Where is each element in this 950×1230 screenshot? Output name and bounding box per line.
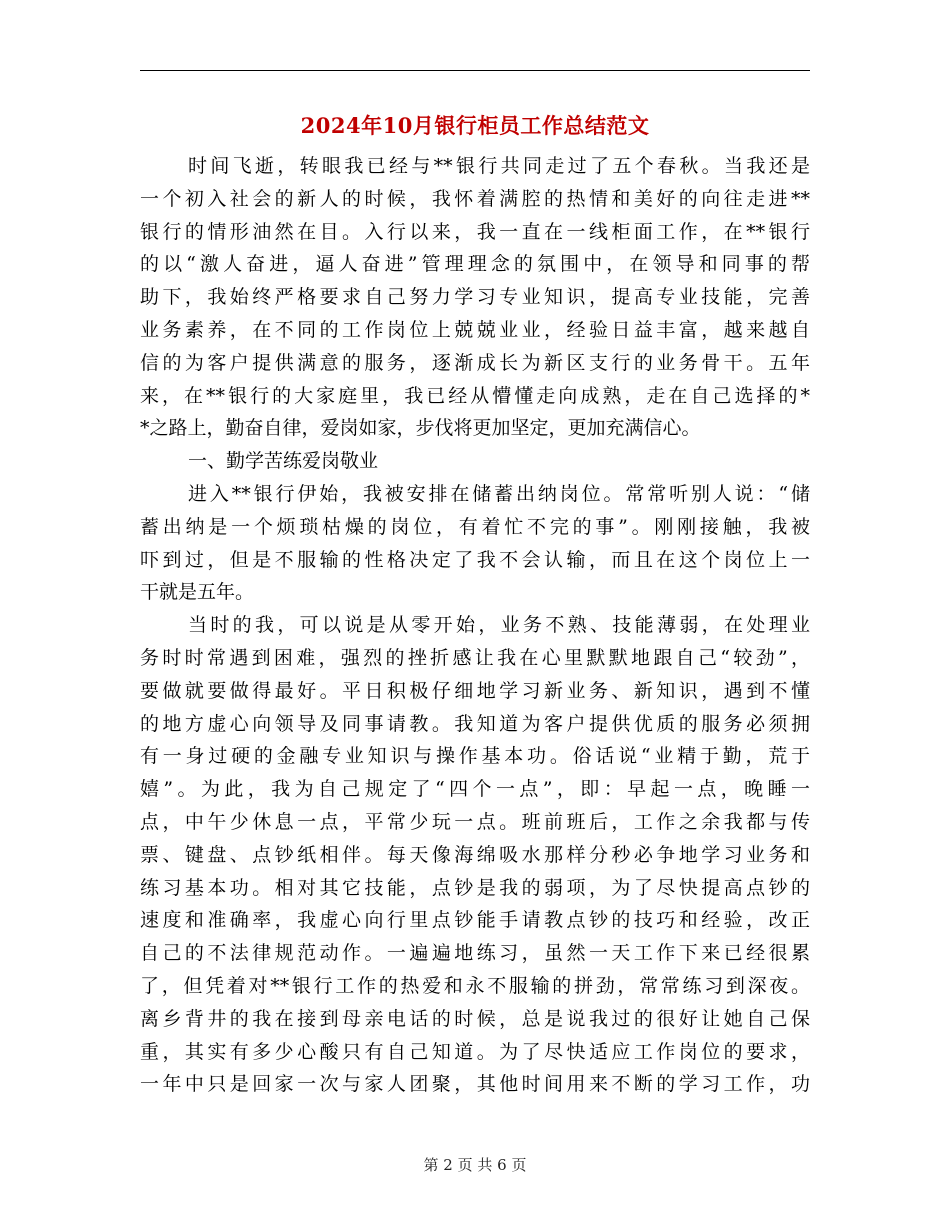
text-line: 票、键盘、点钞纸相伴。每天像海绵吸水那样分秒必争地学习业务和 [140, 843, 810, 866]
text-line: 要做就要做得最好。平日积极仔细地学习新业务、新知识，遇到不懂 [140, 679, 810, 702]
text-line: 一、勤学苦练爱岗敬业 [188, 450, 379, 473]
header-rule [140, 70, 810, 71]
text-line: *之路上，勤奋自律，爱岗如家，步伐将更加坚定，更加充满信心。 [140, 417, 701, 440]
text-line: 嬉”。为此，我为自己规定了“四个一点”，即：早起一点，晚睡一 [140, 778, 810, 801]
text-line: 离乡背井的我在接到母亲电话的时候，总是说我过的很好让她自己保 [140, 1007, 810, 1030]
text-line: 业务素养，在不同的工作岗位上兢兢业业，经验日益丰富，越来越自 [140, 318, 810, 341]
page-footer: 第 2 页 共 6 页 [423, 1156, 527, 1174]
text-line: 信的为客户提供满意的服务，逐渐成长为新区支行的业务骨干。五年 [140, 351, 810, 374]
text-line: 时间飞逝，转眼我已经与**银行共同走过了五个春秋。当我还是 [188, 155, 810, 177]
text-line: 练习基本功。相对其它技能，点钞是我的弱项，为了尽快提高点钞的 [140, 876, 810, 899]
text-line: 当时的我，可以说是从零开始，业务不熟、技能薄弱，在处理业 [188, 614, 810, 637]
text-line: 了，但凭着对**银行工作的热爱和永不服输的拼劲，常常练习到深夜。 [140, 974, 810, 997]
text-line: 助下，我始终严格要求自己努力学习专业知识，提高专业技能，完善 [140, 286, 810, 309]
text-line: 来，在**银行的大家庭里，我已经从懵懂走向成熟，走在自己选择的* [140, 384, 810, 407]
text-line: 吓到过，但是不服输的性格决定了我不会认输，而且在这个岗位上一 [140, 548, 810, 571]
body-text [140, 150, 810, 1101]
text-line: 的地方虚心向领导及同事请教。我知道为客户提供优质的服务必须拥 [140, 712, 810, 735]
text-line: 自己的不法律规范动作。一遍遍地练习，虽然一天工作下来已经很累 [140, 942, 810, 965]
text-line: 务时时常遇到困难，强烈的挫折感让我在心里默默地跟自己“较劲”， [140, 646, 810, 669]
text-line: 重，其实有多少心酸只有自己知道。为了尽快适应工作岗位的要求， [140, 1040, 810, 1063]
text-line: 点，中午少休息一点，平常少玩一点。班前班后，工作之余我都与传 [140, 810, 810, 833]
text-line: 一年中只是回家一次与家人团聚，其他时间用来不断的学习工作，功 [140, 1073, 810, 1096]
text-line: 有一身过硬的金融专业知识与操作基本功。俗话说“业精于勤，荒于 [140, 745, 810, 768]
text-line: 一个初入社会的新人的时候，我怀着满腔的热情和美好的向往走进** [140, 187, 810, 210]
text-line: 速度和准确率，我虚心向行里点钞能手请教点钞的技巧和经验，改正 [140, 909, 810, 932]
text-line: 进入**银行伊始，我被安排在储蓄出纳岗位。常常听别人说：“储 [188, 482, 810, 505]
page-title: 2024年10月银行柜员工作总结范文 [300, 113, 650, 138]
text-line: 银行的情形油然在目。入行以来，我一直在一线柜面工作，在**银行 [140, 220, 810, 243]
text-line: 的以“激人奋进，逼人奋进”管理理念的氛围中，在领导和同事的帮 [140, 253, 810, 276]
text-line: 干就是五年。 [140, 581, 255, 604]
text-line: 蓄出纳是一个烦琐枯燥的岗位，有着忙不完的事”。刚刚接触，我被 [140, 515, 810, 538]
